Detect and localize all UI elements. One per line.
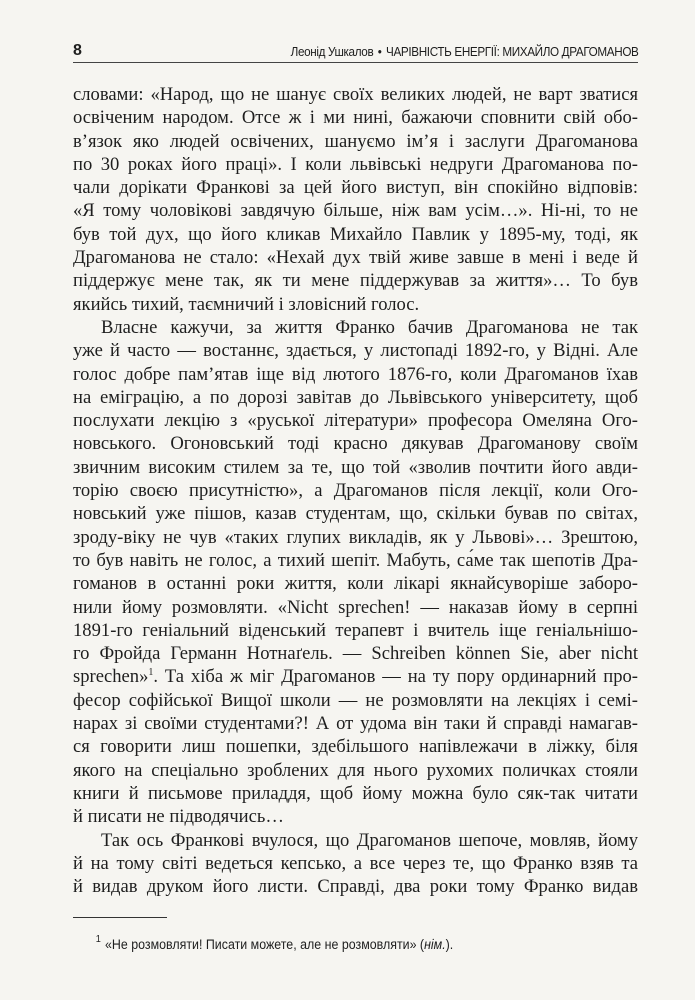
text-line: ся говорити лиш пошепки, здебільшого напівлежачи в ліжку, біля bbox=[73, 736, 638, 758]
text-line: уже й часто — востаннє, здається, у листопаді 1892-го, у Відні. Але bbox=[73, 340, 638, 362]
text-line: був той дух, що його кликав Михайло Павлик у 1895-му, тоді, як bbox=[73, 223, 638, 245]
text-line: то був навіть не голос, а тихий шепіт. Мабуть, са́ме так шепотів Дра- bbox=[73, 549, 638, 571]
text-line: якого на спеціально зроблених для нього рухомих поличках стояли bbox=[73, 759, 638, 781]
body-text bbox=[73, 83, 638, 898]
text-line: й писати не підводячись… bbox=[73, 806, 284, 828]
text-line: го Фройда Германн Нотнаґель. — Schreiben können Sie, aber nicht bbox=[73, 643, 638, 665]
text-line: фесор софійської Вищої школи — не розмовляти на лекціях і семі- bbox=[73, 689, 638, 711]
paragraph bbox=[73, 829, 638, 899]
footnote-divider bbox=[73, 917, 167, 918]
line-segment: . Та хіба ж міг Драгоманов — на ту пору ординарний про- bbox=[153, 666, 638, 688]
page-number: 8 bbox=[73, 42, 82, 59]
text-line: якийсь тихий, таємничий і зловісний голос. bbox=[73, 293, 420, 315]
text-line: піддержує мене так, як ти мене піддержував за життя»… То був bbox=[73, 270, 638, 292]
footnote-text: «Не розмовляти! Писати можете, але не розмовляти» ( bbox=[105, 937, 425, 952]
text-line: зроду-віку не чув «таких глупих викладів, як у Львові»… Зрештою, bbox=[73, 526, 638, 548]
text-line: словами: «Народ, що не шанує своїх великих людей, не варт зватися bbox=[73, 84, 638, 105]
text-line bbox=[73, 665, 638, 688]
footnote-marker: 1 bbox=[95, 934, 101, 945]
footnote-reference[interactable]: 1 bbox=[148, 667, 154, 679]
separator-bullet: • bbox=[377, 44, 382, 59]
text-line: освіченим народом. Отсе ж і ми нині, бажаючи сповнити свій обо- bbox=[73, 107, 638, 129]
text-line: Власне кажучи, за життя Франко бачив Драгоманова не так bbox=[101, 316, 638, 338]
text-line: й на тому світі ведеться кепсько, а все через те, що Франко взяв та bbox=[73, 852, 638, 874]
footnote bbox=[95, 934, 454, 952]
paragraph bbox=[73, 83, 638, 316]
text-line: по 30 роках його праці». І коли львівські недруги Драгоманова по- bbox=[73, 153, 638, 175]
text-line: Драгоманова не стало: «Нехай дух твій живе завше в мені і веде й bbox=[73, 247, 638, 269]
text-line: Так ось Франкові вчулося, що Драгоманов шепоче, мовляв, йому bbox=[101, 829, 638, 851]
text-line: 1891-го геніальний віденський терапевт і вчитель іще геніальнішо- bbox=[73, 619, 638, 641]
text-line: й видав друком його листи. Справді, два роки тому Франко видав bbox=[73, 876, 638, 898]
running-title bbox=[290, 44, 638, 59]
text-line: новського. Огоновський тоді красно дякував Драгоманову своїм bbox=[73, 433, 638, 455]
text-line: чали дорікати Франкові за цей його виступ, він спокійно відповів: bbox=[73, 177, 638, 199]
text-line: на еміграцію, а по дорозі завітав до Львівського університету, щоб bbox=[73, 386, 638, 408]
text-line: в’язок яко людей освічених, шануємо ім’я і заслуги Драгоманова bbox=[73, 130, 638, 152]
text-line: «Я тому чоловікові завдячую більше, ніж вам усім…». Ні-ні, то не bbox=[73, 200, 638, 222]
paragraph bbox=[73, 316, 638, 829]
book-title: ЧАРІВНІСТЬ ЕНЕРГІЇ: МИХАЙЛО ДРАГОМАНОВ bbox=[385, 44, 638, 59]
running-header bbox=[73, 40, 638, 63]
text-line: послухати лекцію з «руської літератури» професора Омеляна Ого- bbox=[73, 410, 638, 432]
text-line: голос добре пам’ятав іще від лютого 1876-го, коли Драгоманов їхав bbox=[73, 363, 638, 385]
line-segment: sprechen» bbox=[73, 666, 149, 688]
text-line: звичним високим стилем за те, що той «зволив почтити його авди- bbox=[73, 456, 638, 478]
text-line: нарах зі своїми студентами?! А от удома він таки й справді намагав- bbox=[73, 713, 638, 735]
footnote-tail: ). bbox=[445, 937, 454, 952]
text-line: нили йому розмовляти. «Nicht sprechen! — наказав йому в серпні bbox=[73, 596, 638, 618]
text-line: торію своєю присутністю», а Драгоманов після лекції, коли Ого- bbox=[73, 480, 638, 502]
text-line: книги й письмове приладдя, щоб йому можна було сяк-так читати bbox=[73, 782, 638, 804]
footnote-language: нім. bbox=[424, 937, 446, 952]
author-name: Леонід Ушкалов bbox=[290, 44, 373, 59]
text-line: новський уже пішов, казав студентам, що, скільки бував по світах, bbox=[73, 503, 638, 525]
text-line: гоманов в останні роки життя, коли лікарі якнайсуворіше заборо- bbox=[73, 573, 638, 595]
